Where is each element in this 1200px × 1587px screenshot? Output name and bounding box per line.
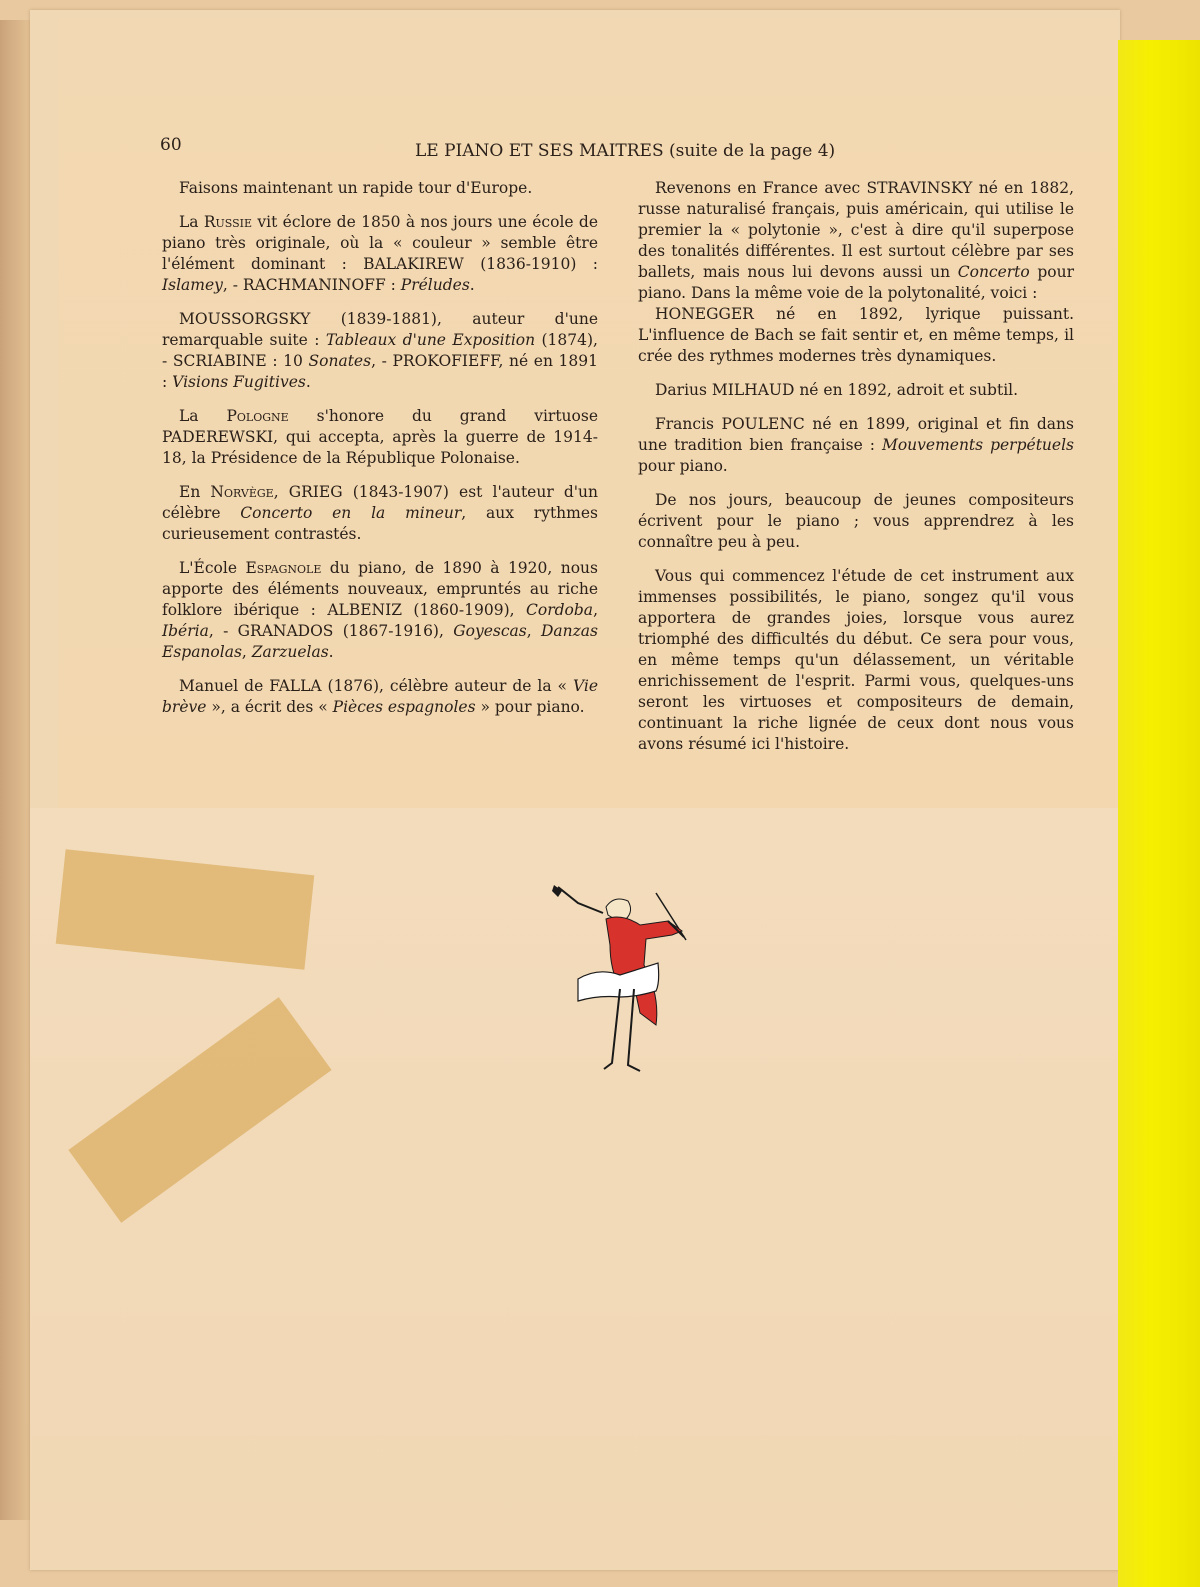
paragraph: En Norvège, GRIEG (1843-1907) est l'auteur d'un célèbre Concerto en la mineur, aux rythmes curieusement contrastés. <box>162 483 598 543</box>
paragraph: De nos jours, beaucoup de jeunes compositeurs écrivent pour le piano ; vous apprendrez à les connaître peu à peu. <box>638 491 1074 551</box>
left-column <box>162 178 598 731</box>
paragraph: Francis POULENC né en 1899, original et fin dans une tradition bien française : Mouvements perpétuels pour piano. <box>638 415 1074 475</box>
paragraph: La Russie vit éclore de 1850 à nos jours une école de piano très originale, où la « couleur » semble être l'élément dominant : BALAKIREW (1836-1910) : Islamey, - RACHMANINOFF : Préludes. <box>162 213 598 294</box>
paragraph: Revenons en France avec STRAVINSKY né en 1882, russe naturalisé français, puis américain, qui utilise le premier la « polytonie », c'est à dire qu'il superpose des tonalités différentes. Il est surtout célèbre par ses ballets, mais nous lui devons aussi un Concerto pour piano. Dans la même voie de la polytonalité, voici : <box>638 179 1074 302</box>
paragraph: Vous qui commencez l'étude de cet instrument aux immenses possibilités, le piano, songez qu'il vous apportera de grandes joies, lorsque vous aurez triomphé des difficultés du début. Ce sera pour vous, en même temps qu'un délassement, un véritable enrichissement de l'esprit. Parmi vous, quelques-uns seront les virtuoses et compositeurs de demain, continuant la riche lignée de ceux dont nous vous avons résumé ici l'histoire. <box>638 567 1074 753</box>
paragraph: HONEGGER né en 1892, lyrique puissant. L'influence de Bach se fait sentir et, en même temps, il crée des rythmes modernes très dynamiques. <box>638 305 1074 365</box>
conductor-illustration <box>548 885 698 1085</box>
paragraph: MOUSSORGSKY (1839-1881), auteur d'une remarquable suite : Tableaux d'une Exposition (1874), - SCRIABINE : 10 Sonates, - PROKOFIEFF, né en 1891 : Visions Fugitives. <box>162 310 598 391</box>
paragraph: Darius MILHAUD né en 1892, adroit et subtil. <box>655 381 1019 399</box>
paragraph: L'École Espagnole du piano, de 1890 à 1920, nous apporte des éléments nouveaux, empruntés au riche folklore ibérique : ALBENIZ (1860-1909), Cordoba, Ibéria, - GRANADOS (1867-1916), Goyescas, Danzas Espanolas, Zarzuelas. <box>162 559 598 661</box>
yellow-tab <box>1118 40 1200 1587</box>
page-header: LE PIANO ET SES MAITRES (suite de la page 4) <box>415 141 836 161</box>
paragraph: Manuel de FALLA (1876), célèbre auteur de la « Vie brève », a écrit des « Pièces espagnoles » pour piano. <box>162 677 598 716</box>
paragraph: Faisons maintenant un rapide tour d'Europe. <box>179 179 533 197</box>
right-column <box>638 178 1074 768</box>
page-number: 60 <box>160 135 182 155</box>
paragraph: La Pologne s'honore du grand virtuose PADEREWSKI, qui accepta, après la guerre de 1914-18, la Présidence de la République Polonaise. <box>162 407 598 467</box>
